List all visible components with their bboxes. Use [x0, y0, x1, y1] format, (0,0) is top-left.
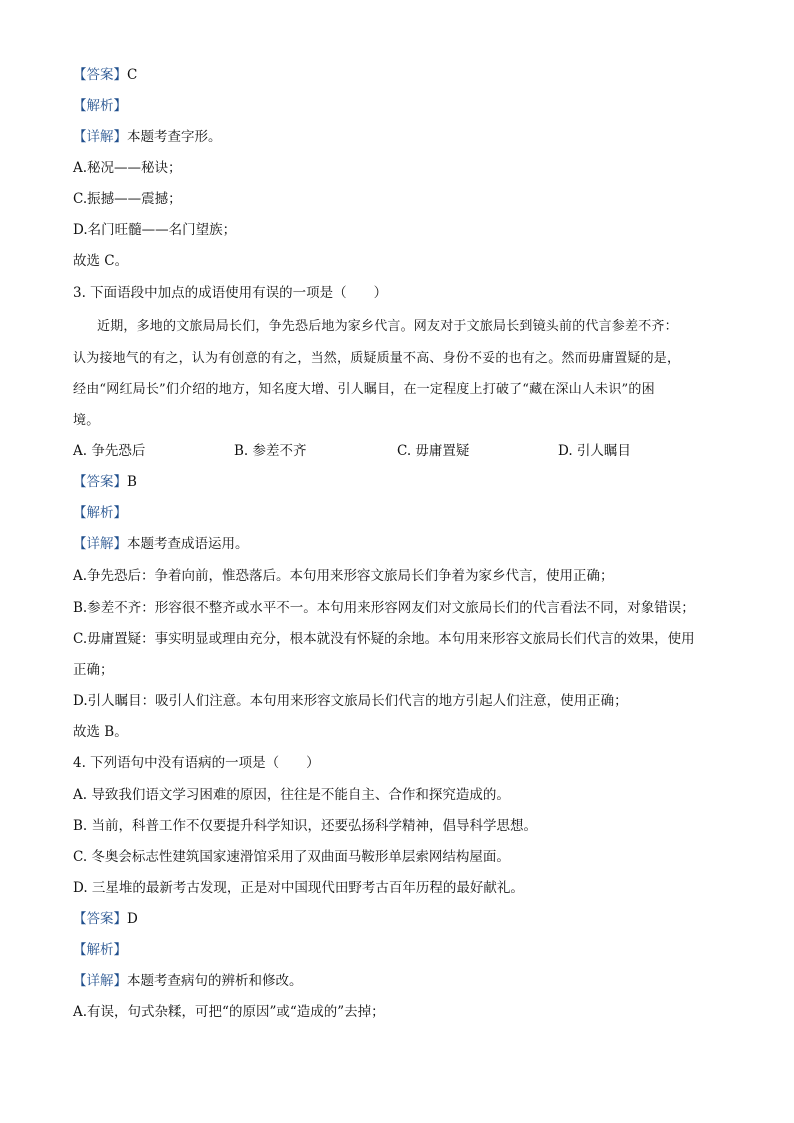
- explanation-line: A.有误，句式杂糅，可把“的原因”或“造成的”去掉；: [73, 1004, 385, 1020]
- detail-line: [73, 972, 303, 990]
- answer-line: [73, 473, 137, 491]
- option-d: D. 引人瞩目: [558, 443, 631, 459]
- conclusion-line: 故选 B。: [73, 724, 128, 740]
- explanation-line: C.振撼——震撼；: [73, 191, 182, 207]
- answer-value: B: [127, 474, 137, 490]
- question-stem: 3. 下面语段中加点的成语使用有误的一项是（ ）: [73, 285, 388, 301]
- option-b: B. 当前，科普工作不仅要提升科学知识，还要弘扬科学精神，倡导科学思想。: [73, 818, 538, 834]
- detail-line: [73, 535, 249, 553]
- detail-text: 本题考查成语运用。: [127, 536, 249, 552]
- answer-tag: 【答案】: [73, 474, 127, 490]
- analysis-tag: 【解析】: [73, 505, 127, 521]
- conclusion-line: 故选 C。: [73, 253, 129, 269]
- answer-value: C: [127, 67, 138, 83]
- explanation-line: A.争先恐后：争着向前，惟恐落后。本句用来形容文旅局长们争着为家乡代言，使用正确；: [73, 568, 614, 584]
- explanation-line: D.名门旺髓——名门望族；: [73, 222, 237, 238]
- analysis-tag: 【解析】: [73, 942, 127, 958]
- explanation-line: D.引人瞩目：吸引人们注意。本句用来形容文旅局长们代言的地方引起人们注意，使用正确；: [73, 693, 628, 709]
- explanation-line: B.参差不齐：形容很不整齐或水平不一。本句用来形容网友们对文旅局长们的代言看法不同，对象错误；: [73, 600, 695, 616]
- answer-line: [73, 66, 137, 84]
- option-c: C. 冬奥会标志性建筑国家速滑馆采用了双曲面马鞍形单层索网结构屋面。: [73, 849, 510, 865]
- passage-line: 认为接地气的有之，认为有创意的有之，当然，质疑质量不高、身份不妥的也有之。然而毋庸置疑的是，: [73, 351, 681, 366]
- detail-text: 本题考查病句的辨析和修改。: [127, 973, 303, 989]
- question-stem: 4. 下列语句中没有语病的一项是（ ）: [73, 755, 320, 771]
- passage-line: 境。: [73, 413, 100, 428]
- option-b: B. 参差不齐: [234, 443, 307, 459]
- detail-text: 本题考查字形。: [127, 129, 222, 145]
- option-d: D. 三星堆的最新考古发现，正是对中国现代田野考古百年历程的最好献礼。: [73, 880, 524, 896]
- explanation-line: C.毋庸置疑：事实明显或理由充分，根本就没有怀疑的余地。本句用来形容文旅局长们代言的效果，使用: [73, 631, 695, 647]
- answer-tag: 【答案】: [73, 911, 127, 927]
- passage-line: 经由“网红局长”们介绍的地方，知名度大增、引人瞩目，在一定程度上打破了“藏在深山人未识”的困: [73, 382, 655, 397]
- explanation-line: 正确；: [73, 662, 114, 678]
- answer-tag: 【答案】: [73, 67, 127, 83]
- detail-tag: 【详解】: [73, 536, 127, 552]
- detail-line: [73, 128, 222, 146]
- detail-tag: 【详解】: [73, 973, 127, 989]
- option-a: A. 争先恐后: [73, 443, 146, 459]
- answer-value: D: [127, 911, 138, 927]
- passage-line: 近期，多地的文旅局局长们，争先恐后地为家乡代言。网友对于文旅局长到镜头前的代言参差不齐：: [97, 319, 678, 334]
- option-a: A. 导致我们语文学习困难的原因，往往是不能自主、合作和探究造成的。: [73, 787, 510, 803]
- detail-tag: 【详解】: [73, 129, 127, 145]
- option-c: C. 毋庸置疑: [397, 443, 470, 459]
- analysis-tag: 【解析】: [73, 98, 127, 114]
- explanation-line: A.秘况——秘诀；: [73, 160, 182, 176]
- answer-line: [73, 910, 138, 928]
